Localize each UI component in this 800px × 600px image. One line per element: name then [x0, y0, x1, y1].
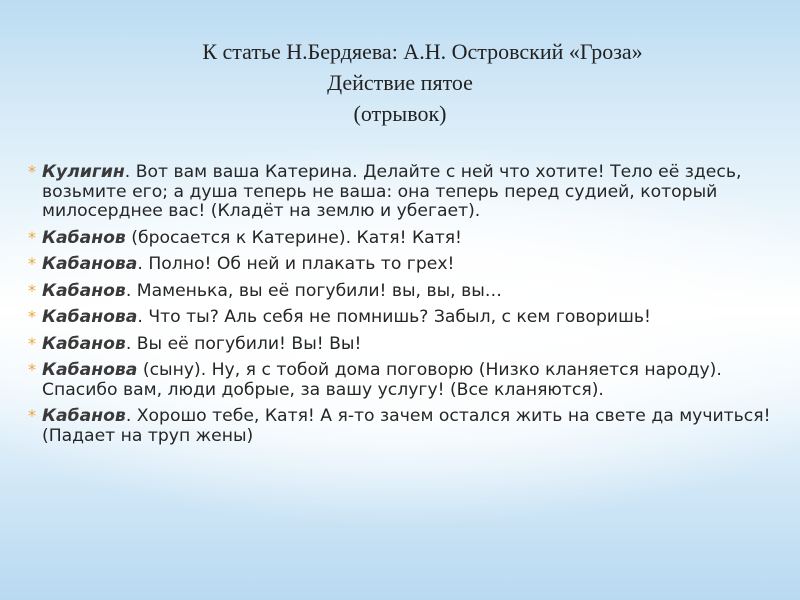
speaker-name: Кабанова	[42, 360, 138, 380]
dialogue-list	[28, 163, 780, 453]
act-heading: Действие пятое	[327, 70, 473, 95]
line-text: . Вот вам ваша Катерина. Делайте с ней что хотите! Тело её здесь, возьмите его; а душа теперь не ваша: она теперь перед судией, который милосерднее вас! (Кладёт на землю и убегает).	[42, 162, 742, 221]
title-line: К статье Н.Бердяева: А.Н. Островский «Гроза»	[202, 39, 643, 64]
speaker-name: Кабанов	[42, 280, 126, 301]
star-bullet-icon: *	[28, 162, 36, 181]
dialogue-line	[28, 308, 780, 328]
star-bullet-icon: *	[28, 406, 36, 425]
speaker-name: Кабанов	[42, 406, 126, 426]
slide-title	[0, 36, 800, 129]
star-bullet-icon: *	[28, 254, 36, 273]
speaker-name: Кабанова	[42, 307, 138, 327]
dialogue-line	[28, 335, 780, 355]
speaker-name: Кабанова	[42, 254, 138, 274]
star-bullet-icon: *	[28, 360, 36, 379]
star-bullet-icon: *	[28, 227, 36, 247]
dialogue-line	[28, 407, 780, 446]
line-text: . Маменька, вы её погубили! вы, вы, вы…	[125, 280, 502, 301]
dialogue-line	[28, 163, 780, 222]
dialogue-line	[28, 361, 780, 400]
dialogue-line	[28, 255, 780, 275]
line-text: . Что ты? Аль себя не помнишь? Забыл, с кем говоришь!	[137, 307, 651, 327]
excerpt-note: (отрывок)	[353, 101, 447, 126]
line-text: (сыну). Ну, я с тобой дома поговорю (Низко кланяется народу). Спасибо вам, люди добрые, за вашу услугу! (Все кланяются).	[42, 360, 722, 400]
star-bullet-icon: *	[28, 280, 36, 300]
star-bullet-icon: *	[28, 307, 36, 326]
dialogue-line	[28, 282, 780, 302]
speaker-name: Кабанов	[42, 227, 126, 248]
speaker-name: Кулигин	[42, 162, 125, 182]
line-text: . Полно! Об ней и плакать то грех!	[137, 254, 455, 274]
line-text: (бросается к Катерине). Катя! Катя!	[125, 227, 462, 248]
star-bullet-icon: *	[28, 333, 36, 353]
dialogue-line	[28, 229, 780, 249]
speaker-name: Кабанов	[42, 333, 126, 354]
line-text: . Хорошо тебе, Катя! А я-то зачем остался жить на свете да мучиться! (Падает на труп жены)	[42, 406, 771, 446]
line-text: . Вы её погубили! Вы! Вы!	[125, 333, 362, 354]
